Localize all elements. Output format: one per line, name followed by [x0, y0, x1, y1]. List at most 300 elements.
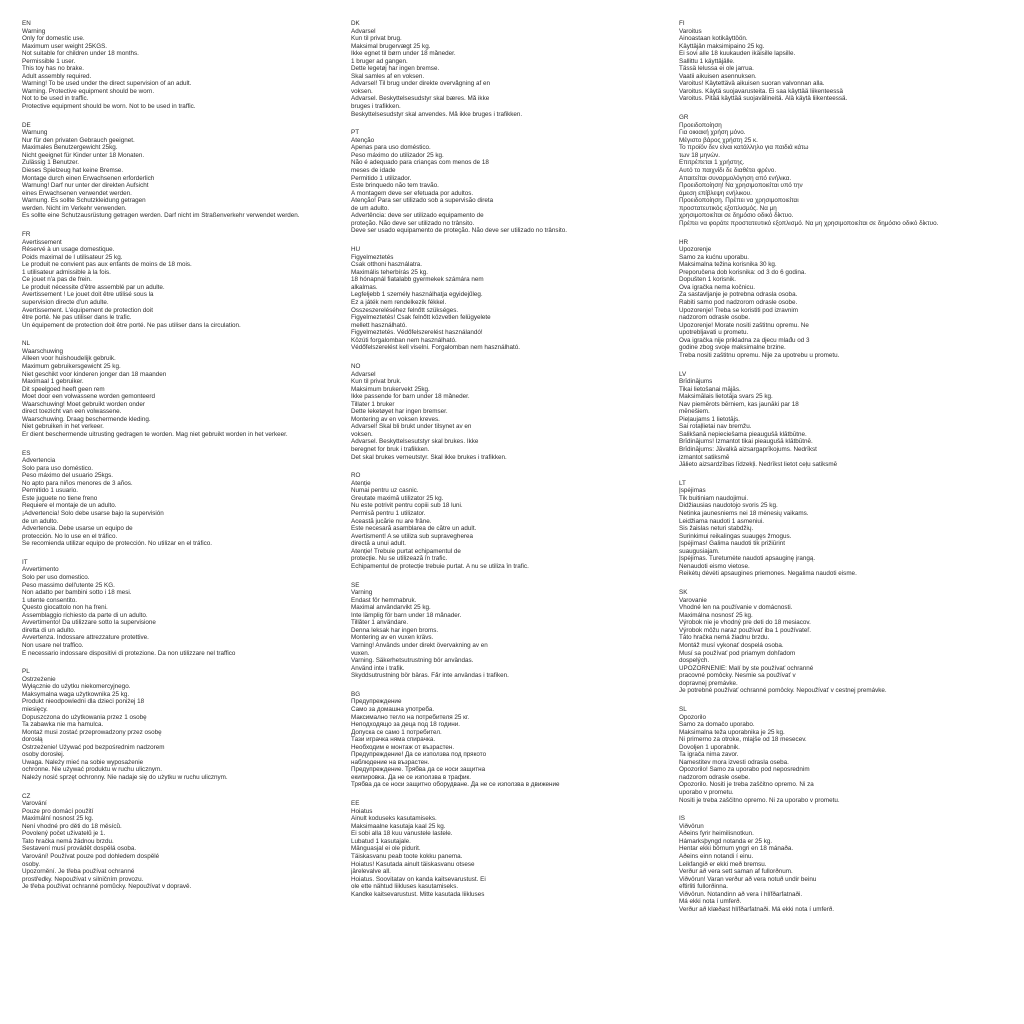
warning-line: Uwaga. Należy mieć na sobie wyposażenie [22, 758, 144, 766]
warning-line: Alleen voor huishoudelijk gebruik. [22, 355, 116, 363]
warning-line: Not suitable for children under 18 months. [22, 50, 139, 58]
warning-line: Výrobok nie je vhodný pre deti do 18 mesiacov. [679, 619, 811, 627]
warning-line: Warnung. Es sollte Schutzkleidung getragen [22, 197, 146, 205]
warning-line: Käyttäjän maksimipaino 25 kg. [679, 42, 765, 50]
language-code: SL [679, 705, 687, 713]
warning-line: Jālieto aizsardzības līdzekļi. Nedrīkst lietot ceļu satiksmē [679, 461, 838, 469]
warning-line: Aðeins fyrir heimilisnotkun. [679, 830, 754, 838]
warning-line: miesięcy. [22, 705, 48, 713]
warning-line: Προειδοποίηση! Να χρησιμοποιείται υπό την [679, 182, 803, 190]
warning-line: Avertisment! A se utiliza sub supravegherea [351, 532, 474, 540]
warning-line: Dette legetøj har ingen bremse. [351, 65, 440, 73]
warning-heading: Waarschuwing [22, 347, 64, 355]
warning-line: Maksymalna waga użytkownika 25 kg. [22, 690, 130, 698]
warning-line: uporabo v prometu. [679, 788, 734, 796]
warning-line: 1 utente consentito. [22, 596, 77, 604]
warning-line: Απαιτείται συναρμολόγηση από ενήλικα. [679, 174, 792, 182]
warning-line: Warning! To be used under the direct supervision of an adult. [22, 80, 192, 88]
warning-line: Maximal användarvikt 25 kg. [351, 604, 431, 612]
warning-line: järelevalve all. [351, 868, 391, 876]
warning-line: Warning. Protective equipment should be worn. [22, 87, 155, 95]
language-section [22, 450, 340, 548]
warning-line: Este brinquedo não tem travão. [351, 182, 439, 190]
warning-line: Nicht geeignet für Kinder unter 18 Monaten. [22, 151, 145, 159]
warning-line: Not to be used in traffic. [22, 95, 89, 103]
warning-line: meses de idade [351, 167, 396, 175]
warning-line: Má ekki nota í umferð. [679, 898, 742, 906]
warning-line: Leidžiama naudoti 1 asmeniui. [679, 517, 765, 525]
warning-line: Трябва да се носи защитно оборудване. Да не се използва в движение [351, 781, 560, 789]
warning-line: Maksimaalne kasutaja kaal 25 kg. [351, 822, 446, 830]
warning-line: Legfeljebb 1 személy használhatja egyidejűleg. [351, 291, 483, 299]
warning-line: Πρέπει να φοράτε προστατευτικό εξοπλισμό. Να μη χρησιμοποιείται σε δημόσιο οδικό δίκτυο. [679, 219, 939, 227]
warning-line: Максимално тегло на потребителя 25 кг. [351, 713, 470, 721]
language-section [351, 582, 669, 680]
language-code: LT [679, 479, 686, 487]
warning-line: Peso máximo do utilizador 25 kg. [351, 151, 444, 159]
warning-line: 18 hónapnál fiatalabb gyermekek számára nem [351, 276, 484, 284]
warning-line: Permitido 1 utilizador. [351, 174, 412, 182]
warning-line: diretta di un adulto. [22, 626, 76, 634]
warning-line: Pieļaujams 1 lietotājs. [679, 415, 740, 423]
warning-line: Avvertimento! Da utilizzare sotto la supervisione [22, 619, 156, 627]
warning-line: Je potrebné používať ochranné pomôcky. Nepoužívať v cestnej premávke. [679, 687, 887, 695]
warning-line: Tillater 1 bruker [351, 400, 395, 408]
warning-line: Protective equipment should be worn. Not to be used in traffic. [22, 103, 196, 111]
warning-line: Only for domestic use. [22, 35, 85, 43]
warning-line: Kun til privat bruk. [351, 378, 402, 386]
language-section [22, 340, 340, 438]
warning-line: Samo za kućnu uporabu. [679, 253, 750, 261]
column-3 [679, 20, 997, 925]
warning-line: voksen. [351, 430, 373, 438]
warning-line: Verður að klæðast hlífðarfatnaði. Má ekki nota í umferð. [679, 905, 835, 913]
warning-line: Необходим е монтаж от възрастен. [351, 743, 455, 751]
warning-line: de um adulto. [351, 204, 390, 212]
warning-line: directă a unui adult. [351, 540, 406, 548]
warning-line: protección. No lo use en el tráfico. [22, 532, 118, 540]
warning-line: Det skal brukes verneutstyr. Skal ikke brukes i trafikken. [351, 453, 507, 461]
language-code: NO [351, 362, 361, 370]
warning-line: Допуска се само 1 потребител. [351, 728, 442, 736]
warning-heading: Atenção [351, 136, 375, 144]
warning-heading: Предупреждение [351, 698, 402, 706]
warning-line: Ainoastaan kotikäyttöön. [679, 35, 748, 43]
warning-line: Védőfelszerelést kell viselni. Forgalomban nem használható. [351, 344, 521, 352]
warning-heading: Warnung [22, 129, 48, 137]
warning-line: Surinkimui reikalingas suaugęs žmogus. [679, 532, 792, 540]
warning-line: χρησιμοποιείται σε δημόσιο οδικό δίκτυο. [679, 212, 794, 220]
warning-line: Ei sovi alle 18 kuukauden ikäisille lapsille. [679, 50, 796, 58]
language-code: BG [351, 690, 361, 698]
warning-line: mellett használható. [351, 321, 408, 329]
warning-line: Netinka jaunesniems nei 18 mėnesių vaikams. [679, 510, 809, 518]
warning-line: Dovoljen 1 uporabnik. [679, 743, 740, 751]
warning-line: Tato hračka nemá žádnou brzdu. [22, 837, 114, 845]
warning-line: Varoitus. Käytä suojavarusteita. Ei saa käyttää liikenteessä [679, 87, 844, 95]
warning-line: Montering av en voksen kreves. [351, 415, 440, 423]
warning-line: Advarsel. Beskyttelsesudstyr skal bæres. Må ikke [351, 95, 490, 103]
warning-heading: Advarsel [351, 370, 376, 378]
language-code: FR [22, 231, 31, 239]
language-code: RO [351, 472, 361, 480]
warning-line: Un équipement de protection doit être porté. Ne pas utiliser dans la circulation. [22, 321, 241, 329]
warning-line: Upozorenje! Treba se koristiti pod izravnim [679, 306, 798, 314]
warning-line: Táto hračka nemá žiadnu brzdu. [679, 634, 770, 642]
warning-line: Lubatud 1 kasutajale. [351, 837, 411, 845]
warning-line: Hoiatus! Kasutada ainult täiskasvanu otsese [351, 860, 475, 868]
warning-line: Este juguete no tiene freno [22, 494, 98, 502]
warning-line: izmantot satiksmē [679, 453, 730, 461]
warning-heading: Προειδοποίηση [679, 121, 722, 129]
warning-line: Nav piemērots bērniem, kas jaunāki par 18 [679, 400, 799, 408]
warning-line: Montáž musí vykonať dospelá osoba. [679, 641, 784, 649]
warning-line: Není vhodné pro děti do 18 měsíců. [22, 822, 122, 830]
warning-line: Niet geschikt voor kinderen jonger dan 18 maanden [22, 370, 167, 378]
warning-line: Warnung! Darf nur unter der direkten Aufsicht [22, 182, 149, 190]
warning-heading: Varning [351, 589, 373, 597]
warning-line: dospelých. [679, 657, 710, 665]
warning-line: Предупреждение. Трябва да се носи защитна [351, 766, 486, 774]
language-section [679, 815, 997, 913]
warning-line: Montering av en vuxen krävs. [351, 634, 434, 642]
warning-line: Rabiti samo pod nadzorom odrasle osobe. [679, 298, 798, 306]
warning-line: Avertissement ! Le jouet doit être utilisé sous la [22, 291, 154, 299]
warning-line: Αυτό το παιχνίδι δε διαθέτει φρένο. [679, 167, 777, 175]
column-2 [351, 20, 669, 909]
warning-line: Šai rotaļlietai nav bremžu. [679, 423, 752, 431]
warning-line: Aðeins einn notandi í einu. [679, 853, 754, 860]
warning-line: ¡Advertencia! Solo debe usarse bajo la supervisión [22, 510, 164, 518]
warning-line: 1 bruger ad gangen. [351, 57, 408, 65]
warning-line: voksen. [351, 87, 373, 95]
warning-line: ochronne. Nie używać produktu w ruchu ulicznym. [22, 766, 162, 774]
warning-line: Csak otthoni használatra. [351, 261, 423, 269]
warning-line: Numai pentru uz casnic. [351, 487, 419, 495]
warning-line: Se recomienda utilizar equipo de protección. No utilizar en el tráfico. [22, 540, 213, 548]
warning-line: This toy has no brake. [22, 65, 84, 73]
language-section [351, 246, 669, 352]
warning-line: Για οικιακή χρήση μόνο. [679, 129, 746, 137]
warning-line: Wyłącznie do użytku niekomercyjnego. [22, 683, 131, 691]
warning-line: ole ette nähtud liikluses kasutamiseks. [351, 883, 459, 891]
warning-line: Advarsel! Til brug under direkte overvågning af en [351, 80, 490, 88]
warning-line: Ova igračka nema kočnicu. [679, 283, 755, 291]
warning-line: Didžiausias naudotojo svoris 25 kg. [679, 502, 778, 510]
warning-line: suaugusiajam. [679, 547, 720, 555]
warning-line: Waarschuwing. Draag beschermende kleding. [22, 415, 151, 423]
warning-line: Atenție! Trebuie purtat echipamentul de [351, 547, 461, 555]
warning-line: alkalmas. [351, 283, 378, 291]
warning-line: Réservé à un usage domestique. [22, 246, 115, 254]
warning-line: Deve ser usado equipamento de proteção. Não deve ser utilizado no trânsito. [351, 227, 567, 235]
warning-line: Upozornění. Je třeba používat ochranné [22, 868, 135, 876]
warning-heading: Upozorenje [679, 246, 712, 254]
warning-line: Advertência: deve ser utilizado equipamento de [351, 212, 484, 220]
language-code: DK [351, 20, 360, 27]
warning-heading: Hoiatus [351, 807, 373, 815]
warning-line: Sestavení musí provádět dospělá osoba. [22, 845, 137, 853]
warning-heading: Brīdinājums [679, 378, 713, 386]
warning-line: Ikke egnet til børn under 18 måneder. [351, 50, 456, 58]
warning-line: Este necesară asamblarea de către un adult. [351, 525, 477, 533]
warning-line: Advertencia. Debe usarse un equipo de [22, 525, 133, 533]
warning-line: Avertissement. L'équipement de protection doit [22, 306, 153, 314]
language-code: CZ [22, 792, 31, 800]
language-section [679, 114, 997, 227]
warning-line: Közúti forgalomban nem használható. [351, 336, 457, 344]
warning-line: Mänguasjal ei ole pidurit. [351, 845, 421, 853]
warning-line: Namestitev mora izvesti odrasla oseba. [679, 758, 789, 766]
warning-line: mēnešiem. [679, 408, 710, 416]
warning-line: Zulässig 1 Benutzer. [22, 159, 80, 167]
warning-line: Montaż musi zostać przeprowadzony przez osobę [22, 728, 162, 736]
warning-line: Ikke passende for barn under 18 måneder. [351, 393, 470, 401]
warning-line: upotrebljavati u prometu. [679, 329, 749, 337]
warning-heading: Atenție [351, 479, 371, 487]
warning-line: Denna leksak har ingen broms. [351, 626, 439, 634]
warning-line: Es sollte eine Schutzausrüstung getragen werden. Darf nicht im Straßenverkehr verwendet werden. [22, 212, 300, 220]
warning-line: Dieses Spielzeug hat keine Bremse. [22, 167, 124, 175]
warning-line: Maksimālais lietotāja svars 25 kg. [679, 393, 773, 401]
warning-line: Предупреждение! Да се използва под прякото [351, 751, 487, 759]
language-code: FI [679, 20, 685, 27]
language-section [22, 20, 340, 111]
warning-line: Viðvörun. Notandinn að vera í hlífðarfatnaði. [679, 890, 803, 898]
language-code: DE [22, 121, 31, 129]
warning-heading: Warning [22, 27, 46, 35]
warning-line: No apto para niños menores de 3 años. [22, 479, 133, 487]
warning-heading: Ostrzeżenie [22, 675, 56, 683]
language-section [679, 706, 997, 804]
warning-heading: Avvertimento [22, 566, 59, 574]
warning-line: dopravnej premávke. [679, 679, 738, 687]
warning-line: Μέγιστο βάρος χρήστη 25 κ. [679, 136, 758, 144]
column-1 [22, 20, 340, 902]
warning-line: Brīdinājums! Izmantot tikai pieaugušā klātbūtnē. [679, 438, 813, 446]
warning-line: Musí sa používať pod priamym dohľadom [679, 649, 796, 657]
warning-line: Skal samles af en voksen. [351, 72, 425, 80]
warning-line: nadzorom odrasle osobe. [679, 314, 751, 322]
language-section [351, 129, 669, 235]
warning-heading: Įspėjimas [679, 487, 706, 495]
warning-line: Tik buitiniam naudojimui. [679, 494, 749, 502]
warning-line: Неподходящо за деца под 18 години. [351, 721, 460, 729]
warning-line: Ta igrača nima zavor. [679, 751, 739, 759]
warning-line: των 18 μηνών. [679, 151, 721, 159]
warning-line: Maximaal 1 gebruiker. [22, 378, 84, 386]
warning-line: Varoitus! Käytettävä aikuisen suoran valvonnan alla. [679, 80, 825, 88]
language-code: PL [22, 668, 30, 676]
warning-line: Não é adequado para crianças com menos de 18 [351, 159, 489, 167]
language-code: EN [22, 20, 31, 27]
warning-line: Vaatii aikuisen asennuksen. [679, 72, 757, 80]
warning-line: Le produit nécessite d'être assemblé par un adulte. [22, 283, 165, 291]
warning-line: Vhodné len na používanie v domácnosti. [679, 604, 793, 612]
language-section [351, 20, 669, 118]
warning-line: Upozorenje! Morate nositi zaštitnu opremu. Ne [679, 321, 809, 329]
language-section [679, 20, 997, 103]
warning-line: Echipamentul de protecție trebuie purtat. A nu se utiliza în trafic. [351, 562, 529, 570]
warning-line: osoby. [22, 860, 41, 868]
warning-line: Összeszereléséhez felnőtt szükséges. [351, 306, 459, 314]
warning-line: Maximum user weight 25KGS. [22, 42, 108, 50]
warning-line: Endast för hemmabruk. [351, 596, 417, 604]
warning-line: Opozorilo. Nositi je treba zaščitno opremo. Ni za [679, 781, 814, 789]
warning-line: Επιτρέπεται 1 χρήστης. [679, 159, 745, 167]
warning-line: Ostrzeżenie! Używać pod bezpośrednim nadzorem [22, 743, 165, 751]
warning-line: Za sastavljanje je potrebna odrasla osoba. [679, 291, 798, 299]
warning-line: Treba nositi zaštitnu opremu. Nije za upotrebu u prometu. [679, 351, 840, 359]
warning-line: Maksimalna težina korisnika 30 kg. [679, 261, 777, 269]
warning-line: екипировка. Да не се използва в трафик. [351, 773, 472, 781]
warning-line: Tikai lietošanai mājās. [679, 385, 741, 393]
warning-line: Ta zabawka nie ma hamulca. [22, 721, 104, 729]
language-section [22, 793, 340, 891]
warning-heading: Avertissement [22, 238, 62, 246]
warning-line: pracovné pomôcky. Nesmie sa používať v [679, 672, 796, 680]
warning-line: direct toezicht van een volwassene. [22, 408, 122, 416]
language-code: IS [679, 815, 685, 823]
warning-line: Advarsel! Skal bli brukt under tilsynet av en [351, 423, 472, 431]
language-section [351, 800, 669, 898]
warning-line: Ce jouet n'a pas de frein. [22, 276, 92, 284]
warning-line: beregnet for bruk i trafikken. [351, 446, 430, 453]
warning-line: Non adatto per bambini sotto i 18 mesi. [22, 589, 132, 597]
warning-line: dorosłą [22, 736, 43, 744]
warning-line: Тази играчка няма спирачка. [351, 736, 436, 744]
language-section [22, 559, 340, 657]
warning-line: Skyddsutrustning bör bäras. Får inte användas i trafiken. [351, 672, 509, 680]
warning-line: Ez a játék nem rendelkezik fékkel. [351, 298, 447, 306]
language-section [351, 472, 669, 570]
warning-line: Maksimalna teža uporabnika je 25 kg. [679, 728, 785, 736]
warning-line: Adult assembly required. [22, 72, 92, 80]
warning-line: Varning. Säkerhetsutrustning bör användas. [351, 657, 474, 665]
language-section [351, 691, 669, 789]
warning-line: Ova igračka nije prikladna za djecu mlađu od 3 [679, 336, 810, 344]
language-code: EE [351, 800, 360, 808]
warning-line: Ainult koduseks kasutamiseks. [351, 815, 437, 823]
language-section [351, 363, 669, 461]
warning-line: Använd inte i trafik. [351, 664, 405, 672]
warning-line: Nu este potrivit pentru copiii sub 18 luni. [351, 502, 463, 510]
warning-line: Moet door een volwassene worden gemonteerd [22, 393, 156, 401]
warning-line: Niet gebruiken in het verkeer. [22, 423, 104, 431]
language-code: ES [22, 449, 31, 457]
warning-line: Permissible 1 user. [22, 57, 76, 65]
language-section [679, 589, 997, 695]
language-section [22, 231, 340, 329]
warning-heading: Advertencia [22, 457, 56, 465]
warning-line: Sallittu 1 käyttäjälle. [679, 57, 735, 65]
warning-line: vuxen. [351, 649, 370, 657]
warning-line: Atenção! Para ser utilizado sob a supervisão direta [351, 197, 494, 205]
warning-line: Opozorilo! Samo za uporabo pod neposrednim [679, 766, 810, 774]
language-code: NL [22, 340, 31, 348]
warning-line: Maksimal brugervægt 25 kg. [351, 42, 431, 50]
warning-line: Je třeba používat ochranné pomůcky. Nepoužívat v dopravě. [22, 883, 192, 891]
warning-line: bruges i trafikken. [351, 103, 401, 111]
warning-line: Peso máximo del usuario 25kgs. [22, 472, 114, 480]
warning-line: Beskyttelsesudstyr skal anvendes. Må ikke bruges i trafikken. [351, 110, 523, 118]
warning-line: Maximálna nosnosť 25 kg. [679, 611, 753, 619]
language-code: GR [679, 114, 689, 122]
warning-line: eines Erwachsenen verwendet werden. [22, 189, 132, 197]
warning-line: Figyelmeztetés! Csak felnőtt közvetlen felügyelete [351, 314, 491, 322]
warning-line: Το προϊόν δεν είναι κατάλληλο για παιδιά κάτω [679, 144, 809, 152]
warning-line: Apenas para uso doméstico. [351, 144, 431, 152]
warning-line: Pouze pro domácí použití [22, 807, 94, 815]
warning-line: Nenaudoti eismo vietose. [679, 562, 750, 570]
warning-heading: Varovanie [679, 596, 707, 604]
warning-line: Tässä lelussa ei ole jarrua. [679, 65, 754, 73]
warning-line: UPOZORNENIE: Malí by ste používať ochranné [679, 664, 814, 672]
warning-line: Hentar ekki börnum yngri en 18 mánaða. [679, 845, 794, 853]
warning-line: Kandke kaitsevarustust. Mitte kasutada liikluses [351, 890, 485, 898]
warning-line: osoby dorosłej. [22, 751, 65, 759]
warning-line: nadzorom odrasle osebe. [679, 773, 751, 781]
warning-line: Hoiatus. Soovitatav on kanda kaitsevarustust. Ei [351, 875, 486, 883]
language-section [22, 668, 340, 781]
warning-line: Výrobok môžu naraz používať iba 1 používateľ. [679, 626, 811, 634]
warning-heading: Advarsel [351, 27, 376, 35]
warning-line: Povolený počet uživatelů je 1. [22, 830, 106, 838]
warning-line: Preporučena dob korisnika: od 3 do 6 godina. [679, 268, 807, 276]
warning-line: Ni primerno za otroke, mlajše od 18 mesecev. [679, 736, 807, 744]
warning-line: άμεση επίβλεψη ενήλικου. [679, 189, 752, 197]
warning-line: Brīdinājums: Jāvalkā aizsargaprīkojums. Nedrīkst [679, 446, 817, 453]
warning-line: Προειδοποίηση. Πρέπει να χρησιμοποιείται [679, 197, 799, 205]
language-section [22, 122, 340, 220]
language-code: IT [22, 558, 28, 566]
warning-line: Täiskasvanu peab toote kokku panema. [351, 853, 463, 860]
warning-line: Reikėtų dėvėti apsaugines priemones. Negalima naudoti eisme. [679, 570, 857, 578]
language-code: PT [351, 129, 360, 137]
warning-line: Advarsel. Beskyttelsesutstyr skal brukes. Ikke [351, 438, 479, 446]
warning-line: Samo za domačo uporabo. [679, 721, 755, 729]
language-code: SK [679, 589, 688, 597]
language-code: SE [351, 581, 360, 589]
warning-line: Waarschuwing! Moet gebruikt worden onder [22, 400, 145, 408]
warning-line: supervision directe d'un adulte. [22, 298, 109, 306]
warning-line: Należy nosić sprzęt ochronny. Nie nadaje się do użytku w ruchu ulicznym. [22, 773, 228, 781]
warning-line: Leikfangið er ekki með bremsu. [679, 860, 767, 868]
language-section [679, 239, 997, 360]
warning-line: Įspėjimas! Galima naudoti tik prižiūrint [679, 540, 786, 548]
warning-line: Salikšanā nepieciešama pieaugušā klātbūtne. [679, 430, 807, 438]
warning-line: proteção. Não deve ser utilizado no trânsito. [351, 219, 475, 227]
warning-line: A montagem deve ser efetuada por adultos. [351, 189, 474, 197]
warning-line: Solo per uso domestico. [22, 574, 90, 582]
warning-line: Permisă pentru 1 utilizator. [351, 510, 426, 518]
warning-line: Solo para uso doméstico. [22, 464, 94, 472]
warning-line: Er dient beschermende uitrusting gedragen te worden. Mag niet gebruikt worden in het verkeer. [22, 430, 288, 438]
warning-line: Само за домашна употреба. [351, 705, 435, 713]
warning-line: È necessario indossare dispositivi di protezione. Da non utilizzare nel traffico [22, 649, 236, 657]
language-code: HU [351, 246, 361, 254]
language-section [679, 480, 997, 578]
warning-line: Montage durch einen Erwachsenen erforderlich [22, 174, 155, 182]
warning-line: Maksimum brukervekt 25kg. [351, 385, 430, 393]
warning-line: godine zbog svoje maksimalne brzine. [679, 344, 786, 352]
warning-line: Viðvörun! Varan verður að vera notuð undir beinu [679, 875, 817, 883]
warning-line: Questo giocattolo non ha freni. [22, 604, 108, 612]
warning-line: de un adulto. [22, 517, 59, 525]
warning-line: Kun til privat brug. [351, 35, 402, 43]
warning-line: Produkt nieodpowiedni dla dzieci poniżej 18 [22, 698, 145, 706]
warning-line: Ei sobi alla 18 kuu vanustele lastele. [351, 830, 453, 838]
